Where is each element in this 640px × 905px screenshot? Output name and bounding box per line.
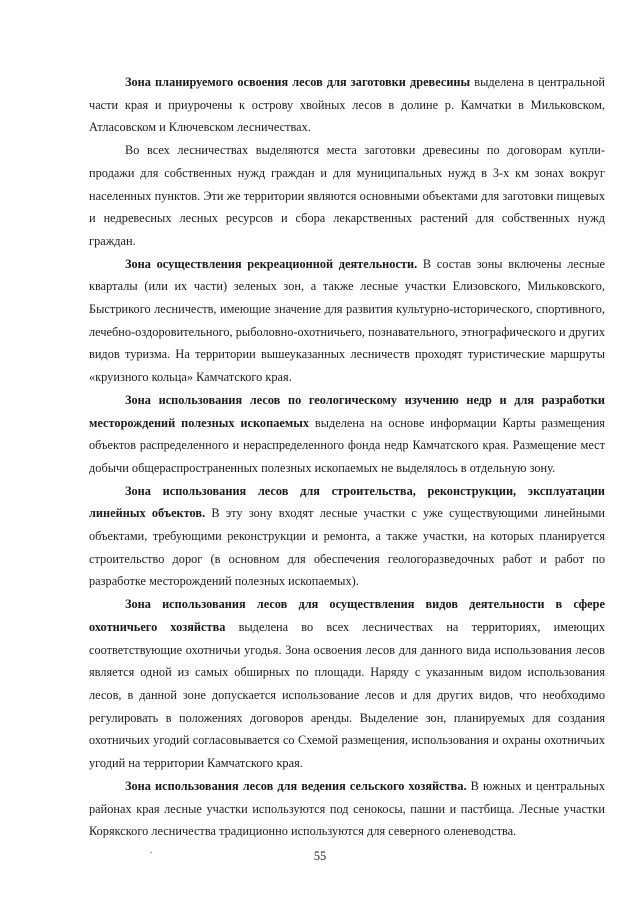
paragraph-text: выделена во всех лесничествах на территориях, имеющих соответствующие охотничьи угодья. Зона освоения лесов для данного вида использования лесов является одной из самых обширных по площади. Наряду с указанным видом использования лесов, в данной зоне допускается использование лесов и для других видов, что необходимо регулировать в положениях договоров аренды. Выделение зон, планируемых для создания охотничьих угодий согласовывается со Схемой размещения, использования и охраны охотничьих угодий на территории Камчатского края. (89, 619, 605, 771)
zone-heading-agriculture: Зона использования лесов для ведения сельского хозяйства. (125, 778, 467, 793)
paragraph-geology-zone (89, 389, 605, 480)
paragraph-text: Во всех лесничествах выделяются места заготовки древесины по договорам купли-продажи для собственных нужд граждан и для муниципальных нужд в 3-х км зонах вокруг населенных пунктов. Эти же территории являются основными объектами для заготовки пищевых и недревесных лесных ресурсов и сбора лекарственных растений для собственных нужд граждан. (89, 143, 605, 248)
page-number: 55 (313, 849, 327, 863)
paragraph-local-harvest (89, 139, 605, 253)
paragraph-text: выделена в центральной части края и приурочены к острову хвойных лесов в долине р. Камчатки в Мильковском, Атласовском и Ключевском лесничествах. (89, 75, 605, 135)
paragraph-text: В южных и центральных районах края лесные участки используются под сенокосы, пашни и пастбища. Лесные участки Корякского лесничества традиционно используются для северного оленеводства. (89, 778, 605, 839)
zone-heading-geology: Зона использования лесов по геологическому изучению недр и для разработки месторождений полезных ископаемых (89, 392, 605, 430)
zone-heading-logging: Зона планируемого освоения лесов для заготовки древесины (125, 75, 471, 89)
paragraph-linear-objects-zone (89, 480, 605, 594)
paragraph-text: В эту зону входят лесные участки с уже существующими линейными объектами, требующими реконструкции и ремонта, а также участки, на которых планируется строительство дорог (в основном для обеспечения геологоразведочных работ и работ по разработке месторождений полезных ископаемых). (89, 506, 605, 589)
paragraph-agriculture-zone (89, 775, 605, 843)
paragraph-text: В состав зоны включены лесные кварталы (или их части) зеленых зон, а также лесные участки Елизовского, Мильковского, Быстрикого лесничеств, имеющие значение для развития культурно-исторического, спортивного, лечебно-оздоровительного, рыболовно-охотничьего, познавательного, этнографического и других видов туризма. На территории вышеуказанных лесничеств проходят туристические маршруты «круизного кольца» Камчатского края. (89, 256, 605, 385)
zone-heading-linear-objects: Зона использования лесов для строительства, реконструкции, эксплуатации линейных объектов. (89, 483, 605, 521)
paragraph-logging-zone (89, 71, 605, 139)
paragraph-hunting-zone (89, 593, 605, 775)
paragraph-recreation-zone (89, 253, 605, 389)
paragraph-text: выделена на основе информации Карты размещения объектов распределенного и нераспределенного фонда недр Камчатского края. Размещение мест добычи общераспространенных полезных ископаемых не выделялось в отдельную зону. (89, 415, 605, 475)
body-text (89, 71, 605, 843)
zone-heading-recreation: Зона осуществления рекреационной деятельности. (125, 256, 418, 271)
zone-heading-hunting: Зона использования лесов для осуществления видов деятельности в сфере охотничьего хозяйства (89, 597, 605, 634)
